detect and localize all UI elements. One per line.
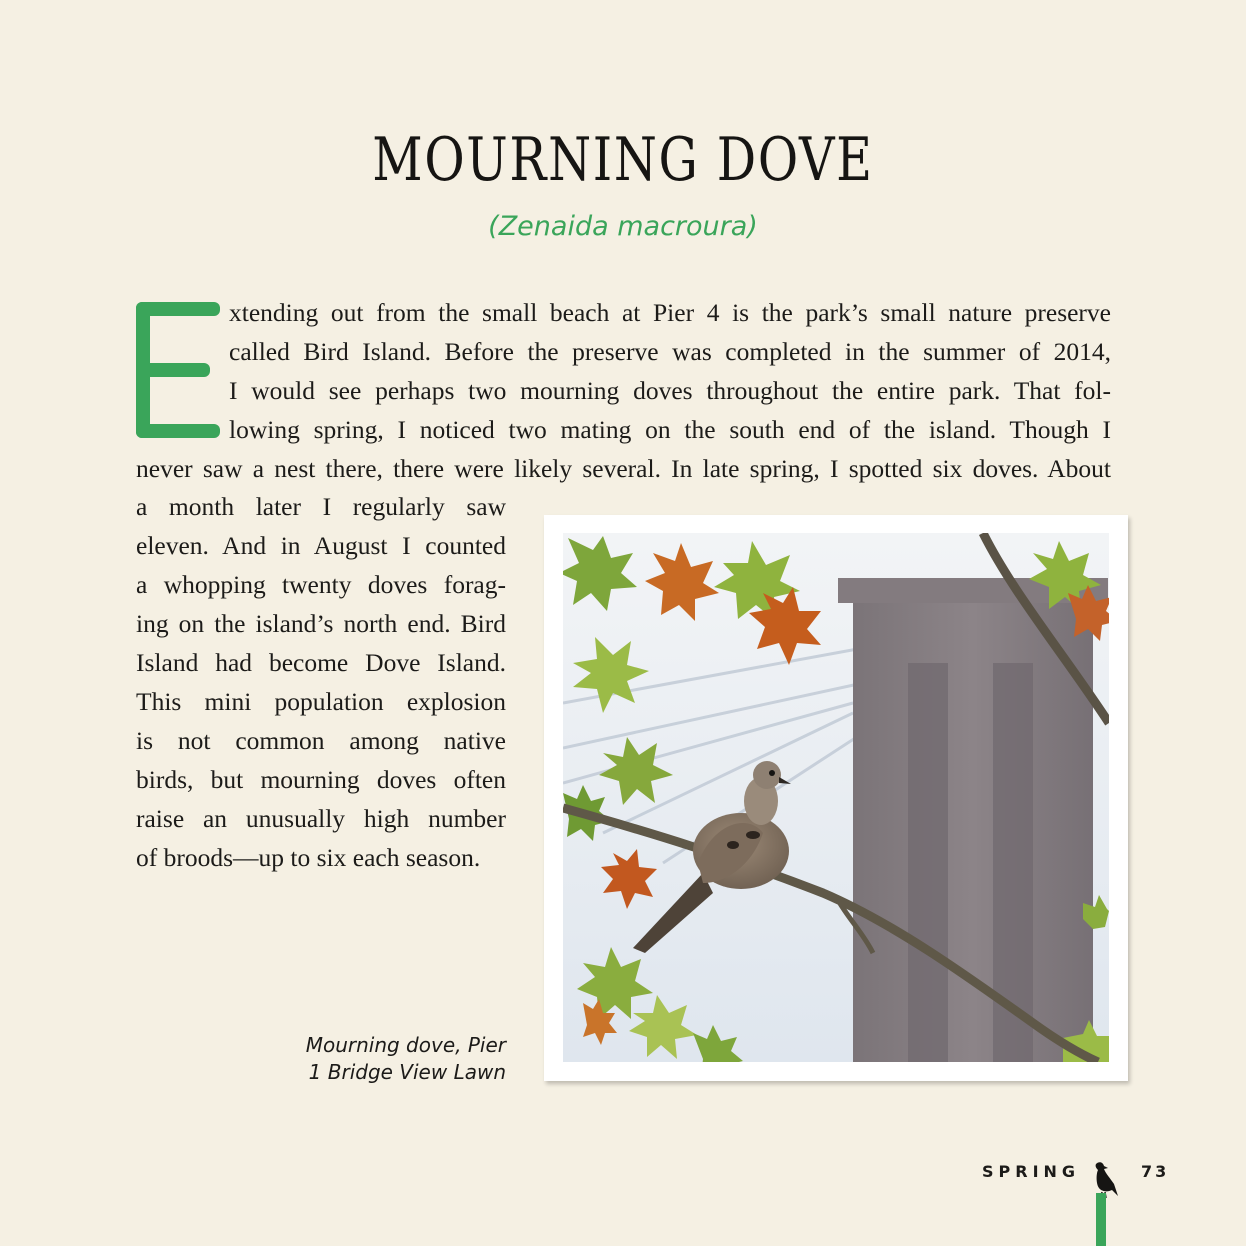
mourning-dove-photo [563, 533, 1109, 1062]
caption-line: Mourning dove, Pier [305, 1033, 506, 1057]
text-line: birds, but mourning doves often [136, 765, 506, 794]
text-line: a whopping twenty doves forag- [136, 570, 506, 599]
text-line: I would see perhaps two mourning doves throughout the entire park. That fol- [229, 376, 1111, 405]
body-column [136, 487, 506, 877]
text-line: This mini population explosion [136, 687, 506, 716]
text-line: a month later I regularly saw [136, 492, 506, 521]
text-line: raise an unusually high number [136, 804, 506, 833]
text-line: called Bird Island. Before the preserve was completed in the summer of 2014, [229, 337, 1111, 366]
accent-bar [1096, 1193, 1106, 1246]
photo-frame [544, 515, 1128, 1081]
scientific-name: (Zenaida macroura) [488, 211, 758, 242]
photo-caption [280, 1032, 506, 1086]
intro-paragraph [136, 293, 1111, 488]
page-number: 73 [1141, 1162, 1170, 1181]
caption-line: 1 Bridge View Lawn [308, 1060, 506, 1084]
text-line: lowing spring, I noticed two mating on the south end of the island. Though I [229, 415, 1111, 444]
page-title: MOURNING DOVE [372, 125, 874, 195]
text-line: is not common among native [136, 726, 506, 755]
text-line: eleven. And in August I counted [136, 531, 506, 560]
text-line: ing on the island’s north end. Bird [136, 609, 506, 638]
text-line: xtending out from the small beach at Pier 4 is the park’s small nature preserve [229, 298, 1111, 327]
text-line: of broods—up to six each season. [136, 843, 481, 872]
text-line: never saw a nest there, there were likely several. In late spring, I spotted six doves. About [136, 454, 1111, 483]
text-line: Island had become Dove Island. [136, 648, 506, 677]
section-label: SPRING [982, 1162, 1081, 1181]
